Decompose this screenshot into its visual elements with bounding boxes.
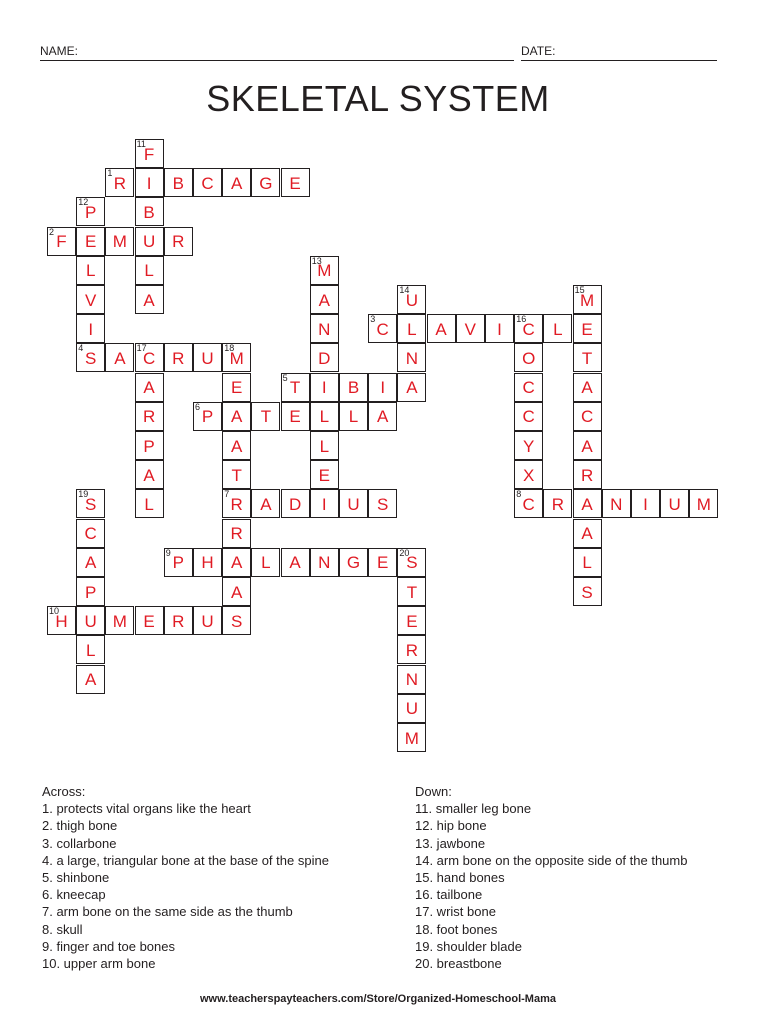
grid-cell[interactable] xyxy=(105,343,134,372)
grid-cell[interactable] xyxy=(397,606,426,635)
grid-cell[interactable] xyxy=(310,548,339,577)
date-label: DATE: xyxy=(521,44,556,58)
across-clue: 10. upper arm bone xyxy=(42,956,156,972)
grid-cell[interactable] xyxy=(135,139,164,168)
grid-cell[interactable] xyxy=(310,489,339,518)
cell-letter: R xyxy=(551,494,565,514)
cell-letter: A xyxy=(231,553,243,573)
cell-letter: N xyxy=(610,494,623,514)
cell-letter: A xyxy=(143,378,155,398)
grid-cell[interactable] xyxy=(573,548,602,577)
grid-cell[interactable] xyxy=(193,606,222,635)
grid-cell[interactable] xyxy=(135,256,164,285)
cell-letter: I xyxy=(321,378,327,398)
grid-cell[interactable] xyxy=(339,373,368,402)
cell-letter: L xyxy=(261,553,271,573)
grid-cell[interactable] xyxy=(514,489,543,518)
cell-letter: C xyxy=(522,378,535,398)
grid-cell[interactable] xyxy=(602,489,631,518)
cell-letter: R xyxy=(142,407,156,427)
down-clue: 12. hip bone xyxy=(415,818,487,834)
cell-letter: N xyxy=(318,319,331,339)
grid-cell[interactable] xyxy=(310,460,339,489)
cell-letter: S xyxy=(85,494,97,514)
grid-cell[interactable] xyxy=(397,285,426,314)
grid-cell[interactable] xyxy=(573,519,602,548)
grid-cell[interactable] xyxy=(222,373,251,402)
cell-letter: T xyxy=(406,582,418,602)
grid-cell[interactable] xyxy=(76,577,105,606)
cell-letter: Y xyxy=(523,436,535,456)
cell-letter: T xyxy=(289,378,301,398)
grid-cell[interactable] xyxy=(193,343,222,372)
grid-cell[interactable] xyxy=(76,256,105,285)
grid-cell[interactable] xyxy=(251,168,280,197)
grid-cell[interactable] xyxy=(76,285,105,314)
grid-cell[interactable] xyxy=(222,343,251,372)
cell-letter: U xyxy=(84,611,97,631)
grid-cell[interactable] xyxy=(514,314,543,343)
grid-cell[interactable] xyxy=(397,694,426,723)
grid-cell[interactable] xyxy=(135,431,164,460)
grid-cell[interactable] xyxy=(310,373,339,402)
grid-cell[interactable] xyxy=(76,519,105,548)
grid-cell[interactable] xyxy=(251,402,280,431)
across-clue: 1. protects vital organs like the heart xyxy=(42,801,251,817)
grid-cell[interactable] xyxy=(397,577,426,606)
cell-letter: S xyxy=(581,582,593,602)
grid-cell[interactable] xyxy=(397,373,426,402)
clue-number: 13 xyxy=(311,255,322,266)
cell-letter: L xyxy=(582,553,592,573)
grid-cell[interactable] xyxy=(76,665,105,694)
cell-letter: G xyxy=(346,553,361,573)
down-clue: 16. tailbone xyxy=(415,887,483,903)
grid-cell[interactable] xyxy=(135,285,164,314)
cell-letter: A xyxy=(581,378,593,398)
down-clue: 18. foot bones xyxy=(415,921,498,937)
cell-letter: B xyxy=(347,378,360,398)
clue-number: 7 xyxy=(224,489,230,500)
cell-letter: T xyxy=(260,407,272,427)
cell-letter: A xyxy=(318,290,330,310)
cell-letter: L xyxy=(319,436,330,456)
cell-letter: U xyxy=(201,348,214,368)
cell-letter: A xyxy=(406,378,418,398)
cell-letter: C xyxy=(376,319,389,339)
across-clue: 8. skull xyxy=(42,921,83,937)
grid-cell[interactable] xyxy=(222,489,251,518)
cell-letter: E xyxy=(143,611,155,631)
cell-letter: B xyxy=(172,173,184,193)
grid-cell[interactable] xyxy=(689,489,718,518)
grid-cell[interactable] xyxy=(222,402,251,431)
cell-letter: S xyxy=(406,553,418,573)
cell-letter: R xyxy=(230,494,243,514)
cell-letter: P xyxy=(143,436,155,456)
grid-cell[interactable] xyxy=(76,489,105,518)
grid-cell[interactable] xyxy=(76,197,105,226)
grid-cell[interactable] xyxy=(105,227,134,256)
grid-cell[interactable] xyxy=(368,548,397,577)
grid-cell[interactable] xyxy=(76,343,105,372)
cell-letter: V xyxy=(464,319,476,339)
grid-cell[interactable] xyxy=(135,606,164,635)
grid-cell[interactable] xyxy=(135,343,164,372)
grid-cell[interactable] xyxy=(368,489,397,518)
cell-letter: E xyxy=(581,319,593,339)
cell-letter: O xyxy=(522,348,536,368)
cell-letter: R xyxy=(230,524,243,544)
grid-cell[interactable] xyxy=(573,431,602,460)
grid-cell[interactable] xyxy=(573,577,602,606)
grid-cell[interactable] xyxy=(514,373,543,402)
grid-cell[interactable] xyxy=(135,197,164,226)
grid-cell[interactable] xyxy=(573,285,602,314)
cell-letter: A xyxy=(231,407,243,427)
grid-cell[interactable] xyxy=(222,519,251,548)
across-clue: 6. kneecap xyxy=(42,887,106,903)
grid-cell[interactable] xyxy=(310,431,339,460)
grid-cell[interactable] xyxy=(135,227,164,256)
cell-letter: M xyxy=(696,494,711,514)
cell-letter: U xyxy=(668,494,681,514)
cell-letter: L xyxy=(553,319,563,339)
cell-letter: U xyxy=(347,494,360,514)
grid-cell[interactable] xyxy=(397,723,426,752)
clue-number: 1 xyxy=(107,168,113,179)
down-clue: 19. shoulder blade xyxy=(415,938,522,954)
cell-letter: C xyxy=(522,319,535,339)
cell-letter: R xyxy=(405,640,419,660)
cell-letter: D xyxy=(288,494,302,514)
grid-cell[interactable] xyxy=(514,343,543,372)
grid-cell[interactable] xyxy=(135,402,164,431)
grid-cell[interactable] xyxy=(368,314,397,343)
down-clue: 11. smaller leg bone xyxy=(415,801,532,817)
grid-cell[interactable] xyxy=(164,548,193,577)
cell-letter: F xyxy=(143,144,155,164)
footer-url: www.teacherspayteachers.com/Store/Organized-Homeschool-Mama xyxy=(200,993,556,1005)
cell-letter: M xyxy=(112,232,127,252)
grid-cell[interactable] xyxy=(193,402,222,431)
clue-number: 17 xyxy=(136,343,147,354)
cell-letter: I xyxy=(146,173,152,193)
cell-letter: I xyxy=(380,378,386,398)
cell-letter: M xyxy=(112,611,127,631)
cell-letter: S xyxy=(85,348,97,368)
grid-cell[interactable] xyxy=(251,489,280,518)
cell-letter: U xyxy=(201,611,214,631)
clue-number: 6 xyxy=(195,401,201,412)
cell-letter: C xyxy=(522,407,535,427)
grid-cell[interactable] xyxy=(135,168,164,197)
cell-letter: M xyxy=(317,261,332,281)
grid-cell[interactable] xyxy=(339,489,368,518)
down-clue: 14. arm bone on the opposite side of the thumb xyxy=(415,852,688,868)
cell-letter: B xyxy=(143,202,155,222)
grid-cell[interactable] xyxy=(135,489,164,518)
across-clue: 9. finger and toe bones xyxy=(42,938,175,954)
clue-number: 9 xyxy=(165,547,171,558)
grid-cell[interactable] xyxy=(368,402,397,431)
cell-letter: A xyxy=(231,173,243,193)
grid-cell[interactable] xyxy=(105,168,134,197)
grid-cell[interactable] xyxy=(281,548,310,577)
cell-letter: A xyxy=(231,582,243,602)
clue-number: 10 xyxy=(49,606,60,617)
cell-letter: A xyxy=(143,290,155,310)
grid-cell[interactable] xyxy=(135,460,164,489)
cell-letter: L xyxy=(348,407,359,427)
grid-cell[interactable] xyxy=(281,373,310,402)
cell-letter: L xyxy=(407,319,417,339)
grid-cell[interactable] xyxy=(573,402,602,431)
grid-cell[interactable] xyxy=(135,373,164,402)
cell-letter: R xyxy=(172,348,185,368)
grid-cell[interactable] xyxy=(76,548,105,577)
cell-letter: N xyxy=(405,670,419,690)
cell-letter: F xyxy=(56,232,67,252)
cell-letter: M xyxy=(404,728,419,748)
cell-letter: I xyxy=(497,319,502,339)
grid-cell[interactable] xyxy=(222,577,251,606)
across-clue: 3. collarbone xyxy=(42,835,117,851)
cell-letter: N xyxy=(318,553,331,573)
grid-cell[interactable] xyxy=(310,256,339,285)
cell-letter: H xyxy=(55,611,68,631)
across-clue: 4. a large, triangular bone at the base of the spine xyxy=(42,852,329,868)
grid-cell[interactable] xyxy=(76,606,105,635)
cell-letter: R xyxy=(113,173,127,193)
cell-letter: R xyxy=(580,465,594,485)
clue-number: 18 xyxy=(224,343,235,354)
clue-number: 3 xyxy=(370,314,376,325)
grid-cell[interactable] xyxy=(427,314,456,343)
grid-cell[interactable] xyxy=(222,460,251,489)
grid-cell[interactable] xyxy=(76,635,105,664)
cell-letter: T xyxy=(231,465,242,485)
grid-cell[interactable] xyxy=(310,343,339,372)
clue-number: 19 xyxy=(78,489,89,500)
cell-letter: R xyxy=(172,232,185,252)
cell-letter: A xyxy=(581,524,593,544)
cell-letter: A xyxy=(289,553,301,573)
cell-letter: I xyxy=(643,494,648,514)
cell-letter: E xyxy=(318,465,330,485)
grid-cell[interactable] xyxy=(281,402,310,431)
grid-cell[interactable] xyxy=(397,548,426,577)
cell-letter: E xyxy=(231,378,243,398)
cell-letter: U xyxy=(405,290,419,310)
name-label: NAME: xyxy=(40,44,79,58)
grid-cell[interactable] xyxy=(514,402,543,431)
cell-letter: C xyxy=(580,407,594,427)
down-clue: 15. hand bones xyxy=(415,870,505,886)
page-title: SKELETAL SYSTEM xyxy=(206,78,550,119)
clue-number: 2 xyxy=(49,226,55,237)
cell-letter: L xyxy=(85,261,96,281)
grid-cell[interactable] xyxy=(397,665,426,694)
across-clue: 7. arm bone on the same side as the thumb xyxy=(42,904,293,920)
grid-cell[interactable] xyxy=(251,548,280,577)
cell-letter: L xyxy=(85,640,96,660)
grid-cell[interactable] xyxy=(514,460,543,489)
grid-cell[interactable] xyxy=(573,314,602,343)
clue-number: 12 xyxy=(78,197,89,208)
cell-letter: E xyxy=(289,407,301,427)
cell-letter: I xyxy=(321,494,327,514)
grid-cell[interactable] xyxy=(397,635,426,664)
cell-letter: P xyxy=(172,553,184,573)
cell-letter: A xyxy=(114,348,126,368)
grid-cell[interactable] xyxy=(456,314,485,343)
grid-cell[interactable] xyxy=(47,606,76,635)
grid-cell[interactable] xyxy=(281,168,310,197)
down-heading: Down: xyxy=(415,784,452,799)
grid-cell[interactable] xyxy=(76,314,105,343)
cell-letter: A xyxy=(231,436,243,456)
cell-letter: S xyxy=(231,611,243,631)
cell-letter: A xyxy=(260,494,272,514)
cell-letter: A xyxy=(377,407,389,427)
cell-letter: E xyxy=(406,611,418,631)
cell-letter: E xyxy=(289,173,301,193)
grid-cell[interactable] xyxy=(222,431,251,460)
cell-letter: E xyxy=(377,553,389,573)
grid-cell[interactable] xyxy=(164,227,193,256)
across-heading: Across: xyxy=(42,784,86,799)
grid-cell[interactable] xyxy=(105,606,134,635)
grid-cell[interactable] xyxy=(573,373,602,402)
cell-letter: A xyxy=(85,670,97,690)
cell-letter: H xyxy=(201,553,214,573)
grid-cell[interactable] xyxy=(573,460,602,489)
cell-letter: I xyxy=(88,319,94,339)
grid-cell[interactable] xyxy=(397,343,426,372)
grid-cell[interactable] xyxy=(573,489,602,518)
grid-cell[interactable] xyxy=(222,548,251,577)
cell-letter: S xyxy=(377,494,389,514)
clue-number: 20 xyxy=(399,547,410,558)
cell-letter: A xyxy=(85,553,97,573)
grid-cell[interactable] xyxy=(310,285,339,314)
grid-cell[interactable] xyxy=(47,227,76,256)
grid-cell[interactable] xyxy=(164,343,193,372)
grid-cell[interactable] xyxy=(631,489,660,518)
grid-cell[interactable] xyxy=(485,314,514,343)
clue-number: 8 xyxy=(516,489,522,500)
cell-letter: P xyxy=(85,202,97,222)
grid-cell[interactable] xyxy=(76,227,105,256)
grid-cell[interactable] xyxy=(543,314,572,343)
grid-cell[interactable] xyxy=(660,489,689,518)
grid-cell[interactable] xyxy=(222,168,251,197)
clue-number: 11 xyxy=(136,139,146,149)
grid-cell[interactable] xyxy=(310,402,339,431)
grid-cell[interactable] xyxy=(193,548,222,577)
clue-number: 16 xyxy=(516,314,527,325)
cell-letter: C xyxy=(84,524,97,544)
cell-letter: L xyxy=(144,261,154,281)
cell-letter: M xyxy=(229,348,244,368)
cell-letter: N xyxy=(405,348,419,368)
cell-letter: T xyxy=(581,348,593,368)
cell-letter: U xyxy=(405,699,419,719)
cell-letter: A xyxy=(581,436,593,456)
grid-cell[interactable] xyxy=(514,431,543,460)
clue-number: 4 xyxy=(78,343,84,354)
grid-cell[interactable] xyxy=(339,402,368,431)
down-clue: 20. breastbone xyxy=(415,956,502,972)
cell-letter: A xyxy=(435,319,447,339)
grid-cell[interactable] xyxy=(339,548,368,577)
down-clue: 13. jawbone xyxy=(415,835,486,851)
grid-cell[interactable] xyxy=(310,314,339,343)
grid-cell[interactable] xyxy=(164,168,193,197)
cell-letter: A xyxy=(581,494,593,514)
cell-letter: P xyxy=(85,582,97,602)
cell-letter: X xyxy=(523,465,535,485)
cell-letter: L xyxy=(144,494,154,514)
across-clues xyxy=(42,783,402,972)
down-clue: 17. wrist bone xyxy=(415,904,496,920)
cell-letter: E xyxy=(85,232,97,252)
cell-letter: A xyxy=(143,465,155,485)
grid-cell[interactable] xyxy=(164,606,193,635)
down-clues xyxy=(415,783,760,972)
grid-cell[interactable] xyxy=(222,606,251,635)
cell-letter: P xyxy=(201,407,214,427)
clue-number: 14 xyxy=(399,285,410,295)
cell-letter: D xyxy=(318,348,331,368)
clue-number: 15 xyxy=(574,285,585,295)
cell-letter: G xyxy=(259,173,273,193)
cell-letter: C xyxy=(201,173,214,193)
grid-cell[interactable] xyxy=(573,343,602,372)
cell-letter: M xyxy=(580,290,595,310)
cell-letter: C xyxy=(522,494,535,514)
cell-letter: U xyxy=(142,232,156,252)
cell-letter: L xyxy=(319,407,330,427)
grid-cell[interactable] xyxy=(543,489,572,518)
grid-cell[interactable] xyxy=(281,489,310,518)
clue-number: 5 xyxy=(282,372,288,383)
across-clue: 5. shinbone xyxy=(42,870,110,886)
grid-cell[interactable] xyxy=(368,373,397,402)
cell-letter: V xyxy=(85,290,97,310)
cell-letter: C xyxy=(142,348,156,368)
grid-cell[interactable] xyxy=(397,314,426,343)
grid-cell[interactable] xyxy=(193,168,222,197)
across-clue: 2. thigh bone xyxy=(42,818,118,834)
cell-letter: R xyxy=(172,611,185,631)
